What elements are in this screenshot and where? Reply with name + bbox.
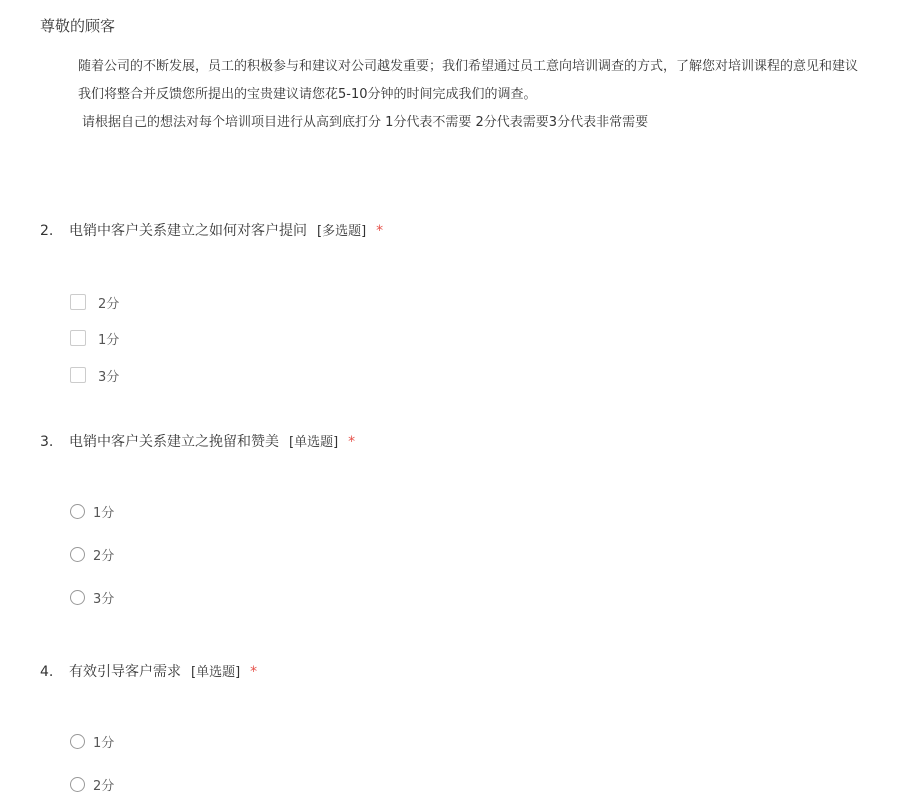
radio-icon[interactable] (70, 547, 85, 562)
question-text: 电销中客户关系建立之如何对客户提问 (69, 223, 307, 239)
q3-option-3[interactable] (70, 587, 114, 607)
option-label: 1分 (93, 735, 115, 751)
question-text: 有效引导客户需求 (69, 664, 181, 680)
q2-option-1[interactable] (70, 292, 119, 312)
required-marker: * (376, 223, 384, 239)
required-marker: * (250, 664, 258, 680)
q3-option-2[interactable] (70, 544, 114, 564)
question-type: [单选题] (191, 665, 241, 680)
question-number: 4. (40, 664, 54, 680)
q4-option-2[interactable] (70, 774, 114, 794)
radio-icon[interactable] (70, 734, 85, 749)
question-2-title (40, 220, 383, 240)
radio-icon[interactable] (70, 590, 85, 605)
intro-line-3: 请根据自己的想法对每个培训项目进行从高到底打分 1分代表不需要 2分代表需要3分代表非常需要 (82, 115, 649, 130)
q2-option-3[interactable] (70, 365, 119, 385)
question-4-title (40, 661, 257, 681)
q4-option-1[interactable] (70, 731, 114, 751)
question-number: 3. (40, 434, 54, 450)
option-label: 1分 (98, 332, 120, 348)
intro-line-2: 我们将整合并反馈您所提出的宝贵建议请您花5-10分钟的时间完成我们的调查。 (78, 87, 537, 102)
option-label: 1分 (93, 505, 115, 521)
option-label: 3分 (98, 369, 120, 385)
radio-icon[interactable] (70, 777, 85, 792)
option-label: 2分 (93, 778, 115, 794)
option-label: 2分 (98, 296, 120, 312)
option-label: 2分 (93, 548, 115, 564)
radio-icon[interactable] (70, 504, 85, 519)
option-label: 3分 (93, 591, 115, 607)
question-type: [多选题] (317, 224, 367, 239)
greeting-heading: 尊敬的顾客 (40, 17, 116, 35)
intro-line-1: 随着公司的不断发展，员工的积极参与和建议对公司越发重要；我们希望通过员工意向培训调查的方式，了解您对培训课程的意见和建议 (78, 59, 859, 74)
question-number: 2. (40, 223, 54, 239)
checkbox-icon[interactable] (70, 294, 86, 310)
question-3-title (40, 431, 355, 451)
q3-option-1[interactable] (70, 501, 114, 521)
question-text: 电销中客户关系建立之挽留和赞美 (69, 434, 279, 450)
q2-option-2[interactable] (70, 328, 119, 348)
required-marker: * (348, 434, 356, 450)
survey-intro (78, 53, 900, 137)
checkbox-icon[interactable] (70, 367, 86, 383)
checkbox-icon[interactable] (70, 330, 86, 346)
question-type: [单选题] (289, 435, 339, 450)
